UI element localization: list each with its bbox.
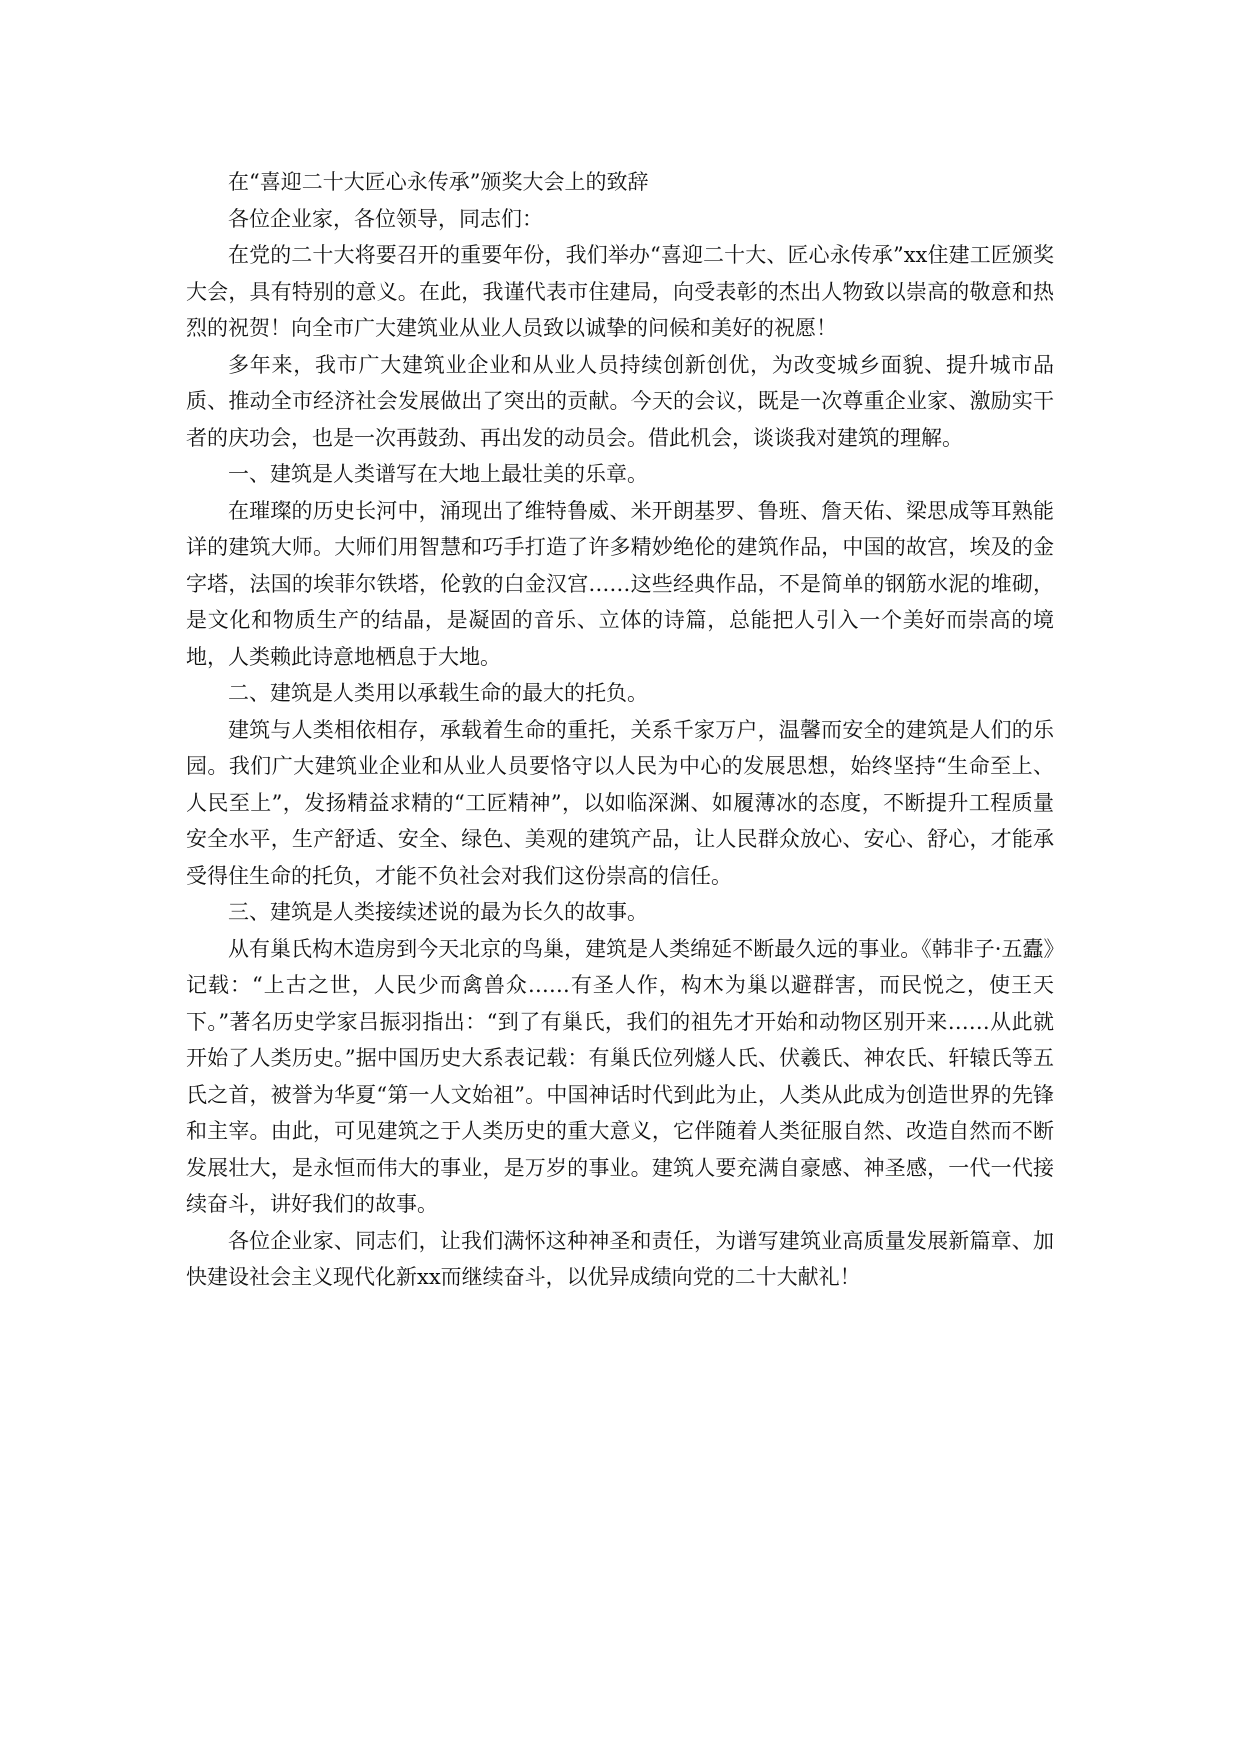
paragraph: 建筑与人类相依相存，承载着生命的重托，关系千家万户，温馨而安全的建筑是人们的乐园。我们广大建筑业企业和从业人员要恪守以人民为中心的发展思想，始终坚持“生命至上、人民至上”，发扬精益求精的“工匠精神”，以如临深渊、如履薄冰的态度，不断提升工程质量安全水平，生产舒适、安全、绿色、美观的建筑产品，让人民群众放心、安心、舒心，才能承受得住生命的托负，才能不负社会对我们这份崇高的信任。	[186, 717, 1054, 888]
paragraph: 从有巢氏构木造房到今天北京的鸟巢，建筑是人类绵延不断最久远的事业。《韩非子·五蠹》记载：“上古之世，人民少而禽兽众……有圣人作，构木为巢以避群害，而民悦之，使王天下。”著名历史学家吕振羽指出：“到了有巢氏，我们的祖先才开始和动物区别开来……从此就开始了人类历史。”据中国历史大系表记载：有巢氏位列燧人氏、伏羲氏、神农氏、轩辕氏等五氏之首，被誉为华夏“第一人文始祖”。中国神话时代到此为止，人类从此成为创造世界的先锋和主宰。由此，可见建筑之于人类历史的重大意义，它伴随着人类征服自然、改造自然而不断发展壮大，是永恒而伟大的事业，是万岁的事业。建筑人要充满自豪感、神圣感，一代一代接续奋斗，讲好我们的故事。	[186, 936, 1054, 1216]
document-body	[186, 164, 1054, 1296]
section-heading: 二、建筑是人类用以承载生命的最大的托负。	[228, 681, 648, 705]
section-heading: 三、建筑是人类接续述说的最为长久的故事。	[228, 900, 648, 924]
document-title: 在“喜迎二十大匠心永传承”颁奖大会上的致辞	[228, 170, 649, 194]
section-heading: 一、建筑是人类谱写在大地上最壮美的乐章。	[228, 462, 648, 486]
greeting: 各位企业家，各位领导，同志们：	[228, 206, 543, 231]
paragraph: 在璀璨的历史长河中，涌现出了维特鲁威、米开朗基罗、鲁班、詹天佑、梁思成等耳熟能详的建筑大师。大师们用智慧和巧手打造了许多精妙绝伦的建筑作品，中国的故宫，埃及的金字塔，法国的埃菲尔铁塔，伦敦的白金汉宫……这些经典作品，不是简单的钢筋水泥的堆砌，是文化和物质生产的结晶，是凝固的音乐、立体的诗篇，总能把人引入一个美好而崇高的境地，人类赖此诗意地栖息于大地。	[186, 498, 1054, 669]
closing-paragraph: 各位企业家、同志们，让我们满怀这种神圣和责任，为谱写建筑业高质量发展新篇章、加快建设社会主义现代化新xx而继续奋斗，以优异成绩向党的二十大献礼！	[186, 1228, 1054, 1289]
paragraph: 多年来，我市广大建筑业企业和从业人员持续创新创优，为改变城乡面貌、提升城市品质、推动全市经济社会发展做出了突出的贡献。今天的会议，既是一次尊重企业家、激励实干者的庆功会，也是一次再鼓劲、再出发的动员会。借此机会，谈谈我对建筑的理解。	[186, 352, 1054, 450]
paragraph: 在党的二十大将要召开的重要年份，我们举办“喜迎二十大、匠心永传承”xx住建工匠颁奖大会，具有特别的意义。在此，我谨代表市住建局，向受表彰的杰出人物致以崇高的敬意和热烈的祝贺！向全市广大建筑业从业人员致以诚挚的问候和美好的祝愿！	[186, 243, 1054, 340]
